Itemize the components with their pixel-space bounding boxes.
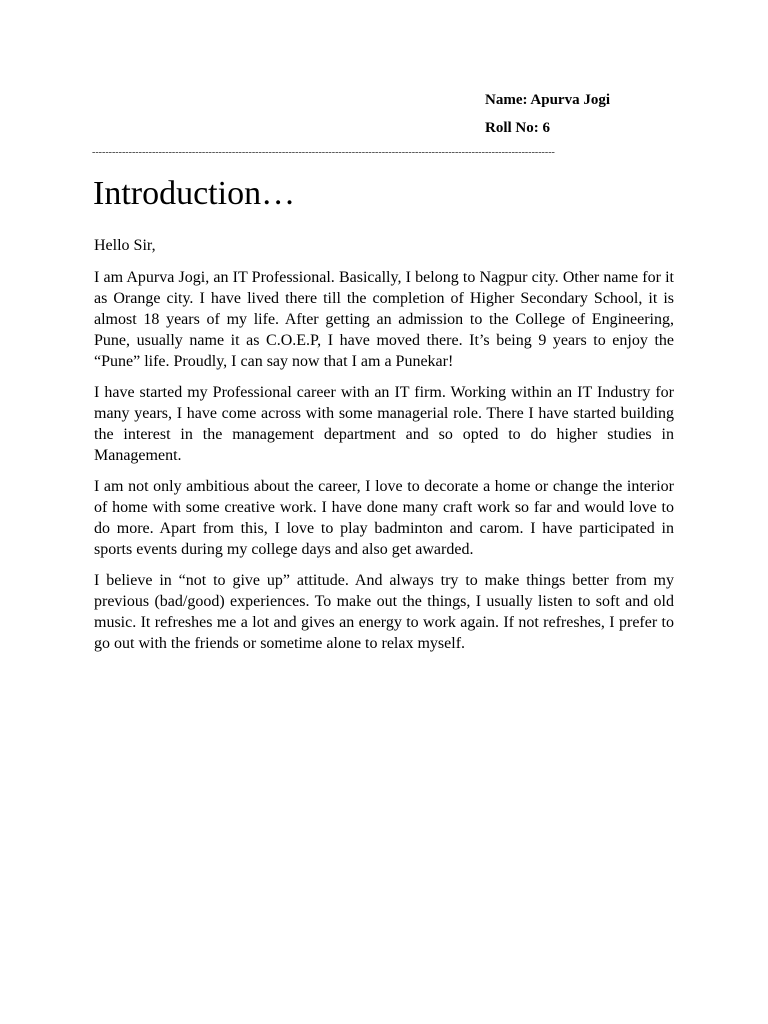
- dashed-divider: -------------------------------------------------------------------------------------------------------------------------------------------: [92, 147, 555, 158]
- greeting: Hello Sir,: [94, 237, 156, 254]
- page-title: Introduction…: [93, 175, 296, 212]
- paragraph-background: I am Apurva Jogi, an IT Professional. Basically, I belong to Nagpur city. Other name for it as Orange city. I have lived there till the completion of Higher Secondary School, it is almost 18 years of my life. After getting an admission to the College of Engineering, Pune, usually name it as C.O.E.P, I have moved there. It’s being 9 years to enjoy the “Pune” life. Proudly, I can say now that I am a Punekar!: [94, 269, 674, 370]
- paragraph-hobbies: I am not only ambitious about the career, I love to decorate a home or change the interior of home with some creative work. I have done many craft work so far and would love to do more. Apart from this, I love to play badminton and carom. I have participated in sports events during my college days and also get awarded.: [94, 478, 674, 558]
- paragraph-career: I have started my Professional career with an IT firm. Working within an IT Industry for many years, I have come across with some managerial role. There I have started building the interest in the management department and so opted to do higher studies in Management.: [94, 384, 674, 464]
- paragraph-attitude: I believe in “not to give up” attitude. And always try to make things better from my previous (bad/good) experiences. To make out the things, I usually listen to soft and old music. It refreshes me a lot and gives an energy to work again. If not refreshes, I prefer to go out with the friends or sometime alone to relax myself.: [94, 572, 674, 652]
- document-body: [94, 235, 674, 664]
- header-block: [485, 86, 610, 142]
- student-name: Name: Apurva Jogi: [485, 92, 610, 108]
- roll-number: Roll No: 6: [485, 120, 550, 136]
